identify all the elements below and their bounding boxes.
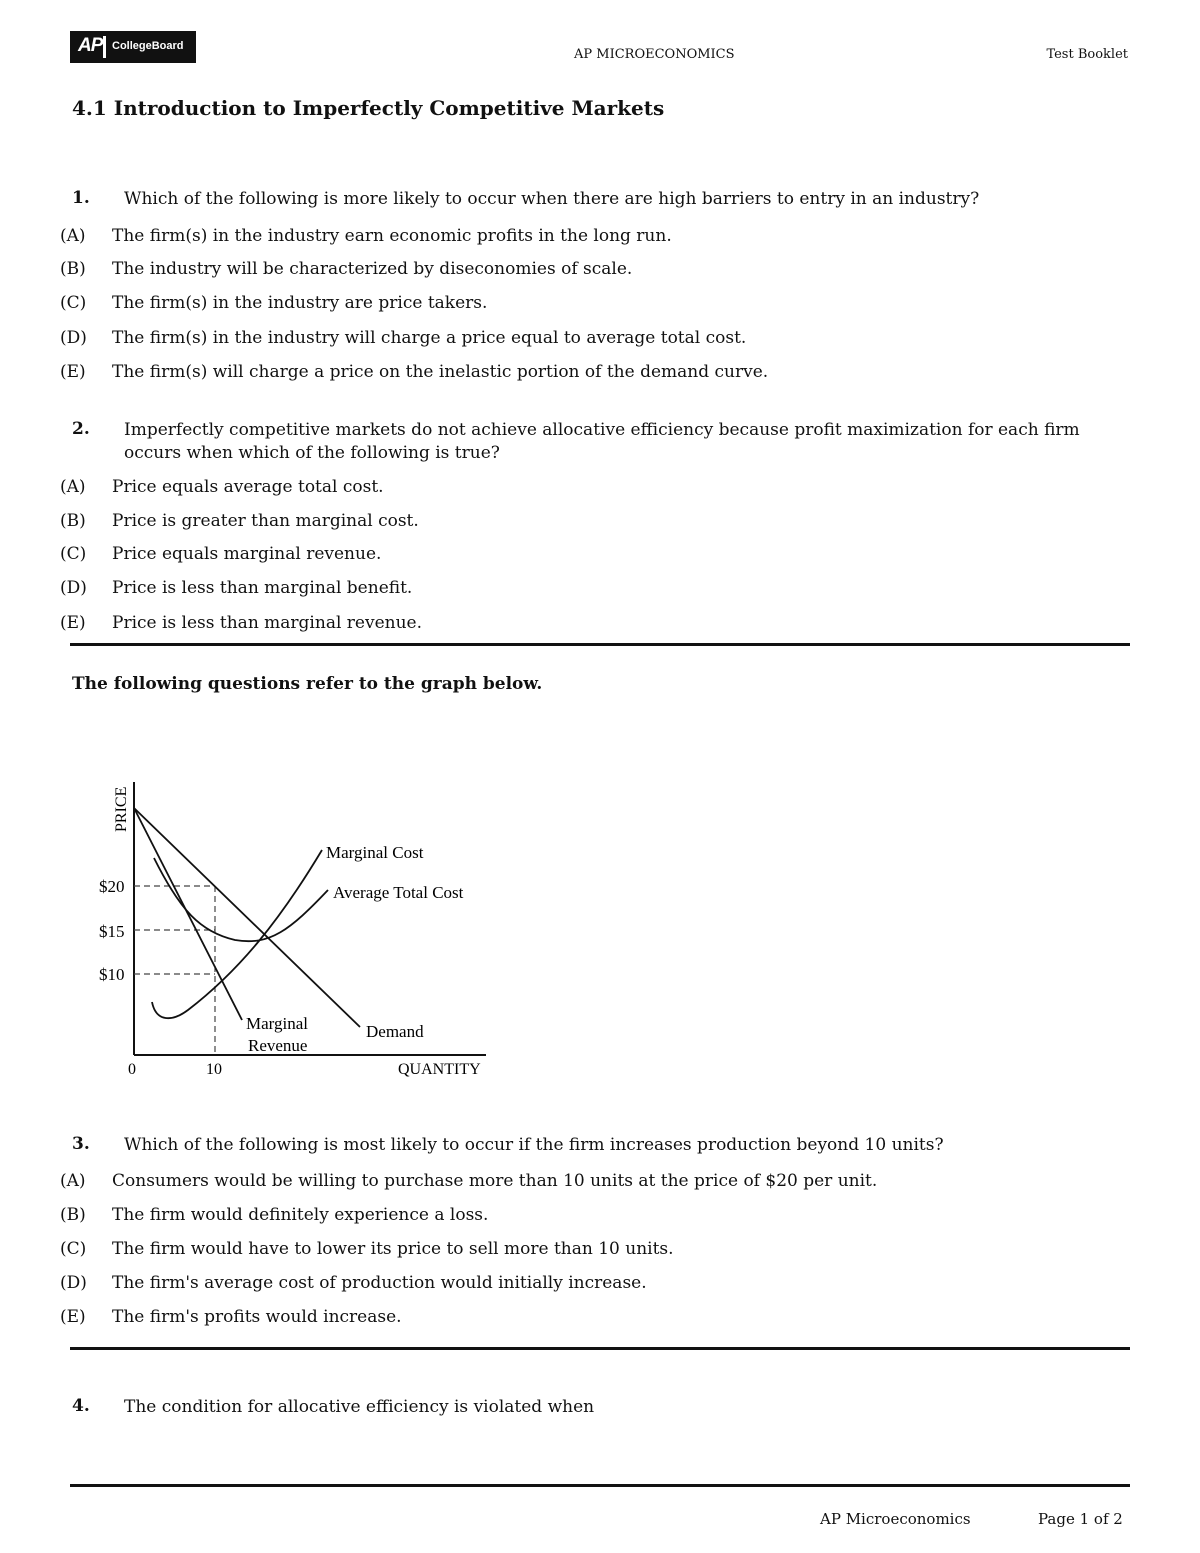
option-text: Price is less than marginal benefit. <box>112 578 413 598</box>
option-text: The firm(s) will charge a price on the inelastic portion of the demand curve. <box>112 362 769 382</box>
question-stem: Which of the following is most likely to occur if the firm increases production beyond 10 units? <box>124 1135 944 1155</box>
option-text: Consumers would be willing to purchase more than 10 units at the price of $20 per unit. <box>112 1171 878 1191</box>
option-text: The firm would definitely experience a loss. <box>112 1205 489 1225</box>
mr-label-line1: Marginal <box>246 1014 309 1033</box>
header-booklet: Test Booklet <box>1046 47 1128 62</box>
option-letter: (D) <box>60 1273 87 1293</box>
option-letter: (C) <box>60 1239 87 1259</box>
atc-label: Average Total Cost <box>333 883 464 902</box>
x-tick-0: 0 <box>128 1061 136 1078</box>
question-stem: Which of the following is more likely to occur when there are high barriers to entry in an industry? <box>124 189 980 209</box>
option-letter: (E) <box>60 362 86 382</box>
option-text: The industry will be characterized by diseconomies of scale. <box>112 259 633 279</box>
question-number: 3. <box>72 1134 90 1154</box>
question-3 <box>72 1134 1132 1157</box>
logo-ap-text: AP <box>78 35 103 56</box>
q2-option-c[interactable] <box>60 544 381 564</box>
option-letter: (E) <box>60 613 86 633</box>
section-divider <box>70 1347 1130 1350</box>
y-tick-20: $20 <box>99 877 125 896</box>
option-letter: (B) <box>60 511 86 531</box>
option-text: The firm(s) in the industry are price takers. <box>112 293 488 313</box>
q1-option-d[interactable] <box>60 328 746 348</box>
option-letter: (A) <box>60 477 86 497</box>
option-text: Price is greater than marginal cost. <box>112 511 419 531</box>
question-4 <box>72 1396 1132 1419</box>
q1-option-c[interactable] <box>60 293 487 313</box>
section-divider <box>70 643 1130 646</box>
option-letter: (D) <box>60 328 87 348</box>
q3-option-c[interactable] <box>60 1239 674 1259</box>
option-text: The firm(s) in the industry earn economic profits in the long run. <box>112 226 672 246</box>
option-text: Price is less than marginal revenue. <box>112 613 423 633</box>
q3-option-b[interactable] <box>60 1205 488 1225</box>
y-tick-10: $10 <box>99 965 125 984</box>
q2-option-e[interactable] <box>60 613 422 633</box>
footer-subject: AP Microeconomics <box>820 1510 971 1528</box>
option-letter: (C) <box>60 293 87 313</box>
question-2 <box>72 419 1132 465</box>
x-tick-10: 10 <box>206 1061 222 1078</box>
option-letter: (D) <box>60 578 87 598</box>
question-number: 1. <box>72 188 90 208</box>
page-number: Page 1 of 2 <box>1038 1510 1123 1528</box>
q3-option-a[interactable] <box>60 1171 877 1191</box>
q1-option-b[interactable] <box>60 259 632 279</box>
option-text: The firm's average cost of production would initially increase. <box>112 1273 647 1293</box>
y-axis-label: PRICE <box>113 786 130 832</box>
option-letter: (A) <box>60 226 86 246</box>
marginal-revenue-curve <box>134 808 242 1020</box>
question-number: 2. <box>72 419 90 439</box>
logo-divider <box>103 36 106 58</box>
option-text: Price equals marginal revenue. <box>112 544 382 564</box>
question-stem: The condition for allocative efficiency is violated when <box>124 1397 595 1417</box>
q1-option-a[interactable] <box>60 226 672 246</box>
option-text: The firm would have to lower its price to sell more than 10 units. <box>112 1239 674 1259</box>
q3-option-e[interactable] <box>60 1307 402 1327</box>
option-letter: (E) <box>60 1307 86 1327</box>
y-tick-15: $15 <box>99 922 125 941</box>
header-subject: AP MICROECONOMICS <box>574 47 735 62</box>
q3-option-d[interactable] <box>60 1273 647 1293</box>
marginal-cost-curve <box>152 850 322 1018</box>
option-text: Price equals average total cost. <box>112 477 384 497</box>
question-number: 4. <box>72 1396 90 1416</box>
graph-instruction: The following questions refer to the graph below. <box>72 674 543 694</box>
option-letter: (B) <box>60 1205 86 1225</box>
ap-collegeboard-logo <box>70 31 196 63</box>
guide-lines <box>134 886 215 1055</box>
cost-revenue-graph <box>90 770 510 1090</box>
mr-label-line2: Revenue <box>248 1036 308 1055</box>
x-axis-label: QUANTITY <box>398 1061 481 1078</box>
logo-brand-text: CollegeBoard <box>112 40 184 52</box>
footer-divider <box>70 1484 1130 1487</box>
q1-option-e[interactable] <box>60 362 768 382</box>
option-text: The firm's profits would increase. <box>112 1307 402 1327</box>
demand-label: Demand <box>366 1022 424 1041</box>
option-letter: (A) <box>60 1171 86 1191</box>
question-1 <box>72 188 1132 211</box>
q2-option-d[interactable] <box>60 578 412 598</box>
q2-option-a[interactable] <box>60 477 384 497</box>
option-letter: (C) <box>60 544 87 564</box>
question-stem: Imperfectly competitive markets do not achieve allocative efficiency because profit maximization for each firm occurs when which of the following is true? <box>124 420 1080 463</box>
option-letter: (B) <box>60 259 86 279</box>
option-text: The firm(s) in the industry will charge a price equal to average total cost. <box>112 328 747 348</box>
page-title: 4.1 Introduction to Imperfectly Competitive Markets <box>72 96 665 120</box>
q2-option-b[interactable] <box>60 511 419 531</box>
demand-curve <box>134 808 360 1027</box>
mc-label: Marginal Cost <box>326 843 424 862</box>
